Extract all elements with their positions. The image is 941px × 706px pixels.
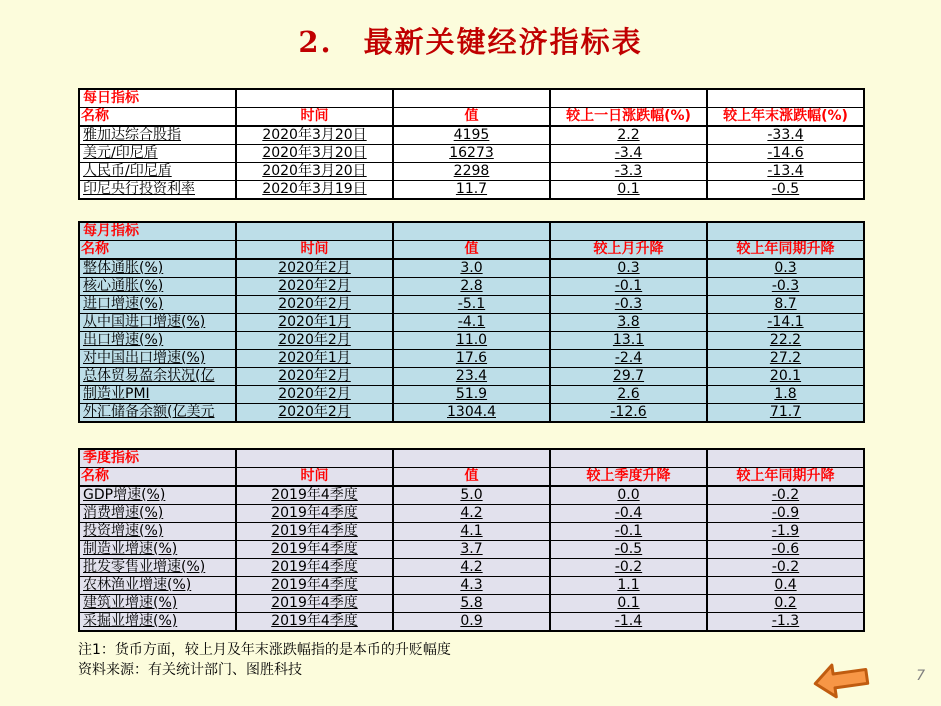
quarterly-data-cell: -0.2 [707,559,864,577]
daily-data-cell: 0.1 [550,181,707,200]
monthly-data-cell: -0.3 [707,278,864,296]
monthly-data-cell: 23.4 [393,368,550,386]
daily-data-cell: 16273 [393,145,550,163]
quarterly-data-cell: 农林渔业增速(%) [79,577,236,595]
back-arrow-button[interactable] [809,656,872,704]
monthly-data-row [79,386,864,404]
quarterly-data-row [79,541,864,559]
daily-section-title-row [79,89,864,108]
monthly-data-cell: -12.6 [550,404,707,423]
quarterly-data-row [79,595,864,613]
quarterly-data-cell: 0.4 [707,577,864,595]
daily-header-cell: 名称 [79,108,236,127]
daily-data-cell: -3.4 [550,145,707,163]
daily-data-row [79,126,864,145]
quarterly-data-cell: 4.2 [393,559,550,577]
quarterly-data-cell: -0.1 [550,523,707,541]
monthly-data-row [79,278,864,296]
daily-header-cell: 较上年末涨跌幅(%) [707,108,864,127]
quarterly-header-cell: 较上年同期升降 [707,468,864,487]
quarterly-section-title-cell [393,449,550,468]
daily-header-cell: 较上一日涨跌幅(%) [550,108,707,127]
monthly-header-cell: 值 [393,241,550,260]
quarterly-data-cell: 消费增速(%) [79,505,236,523]
quarterly-data-cell: 2019年4季度 [236,613,393,632]
monthly-data-cell: 制造业PMI [79,386,236,404]
daily-indicators-table [78,88,865,200]
quarterly-data-cell: 投资增速(%) [79,523,236,541]
monthly-data-row [79,314,864,332]
quarterly-section-title-row [79,449,864,468]
quarterly-data-cell: 0.2 [707,595,864,613]
quarterly-data-cell: 0.9 [393,613,550,632]
quarterly-data-row [79,486,864,505]
quarterly-data-cell: -1.9 [707,523,864,541]
daily-section-title-cell [236,89,393,108]
monthly-data-cell: 20.1 [707,368,864,386]
daily-header-row [79,108,864,127]
monthly-data-row [79,259,864,278]
quarterly-data-cell: -1.4 [550,613,707,632]
monthly-data-cell: -14.1 [707,314,864,332]
slide-title: 2. 最新关键经济指标表 [298,25,643,59]
quarterly-data-cell: GDP增速(%) [79,486,236,505]
quarterly-data-cell: -0.2 [707,486,864,505]
monthly-data-cell: 出口增速(%) [79,332,236,350]
quarterly-indicators-table [78,448,865,632]
daily-data-row [79,145,864,163]
monthly-data-cell: 2020年2月 [236,368,393,386]
monthly-data-row [79,404,864,423]
quarterly-data-cell: 建筑业增速(%) [79,595,236,613]
monthly-data-cell: 17.6 [393,350,550,368]
monthly-header-cell: 较上年同期升降 [707,241,864,260]
monthly-header-cell: 名称 [79,241,236,260]
daily-data-row [79,163,864,181]
monthly-data-cell: 2020年2月 [236,296,393,314]
daily-data-cell: -33.4 [707,126,864,145]
monthly-data-cell: 71.7 [707,404,864,423]
daily-data-cell: 人民币/印尼盾 [79,163,236,181]
monthly-section-title-cell: 每月指标 [79,222,236,241]
source-note: 资料来源：有关统计部门、图胜科技 [78,662,302,678]
daily-data-cell: 2298 [393,163,550,181]
monthly-data-cell: 13.1 [550,332,707,350]
monthly-data-cell: 外汇储备余额(亿美元 [79,404,236,423]
left-arrow-icon [809,656,872,704]
quarterly-data-cell: -0.9 [707,505,864,523]
monthly-data-cell: 2020年2月 [236,259,393,278]
quarterly-data-cell: -0.6 [707,541,864,559]
daily-data-cell: -14.6 [707,145,864,163]
quarterly-data-cell: 3.7 [393,541,550,559]
quarterly-section-title-cell: 季度指标 [79,449,236,468]
monthly-indicators-table [78,221,865,423]
daily-data-cell: -3.3 [550,163,707,181]
monthly-data-cell: 8.7 [707,296,864,314]
monthly-data-row [79,296,864,314]
daily-data-cell: 雅加达综合股指 [79,126,236,145]
quarterly-data-cell: 制造业增速(%) [79,541,236,559]
quarterly-data-row [79,613,864,632]
quarterly-data-cell: -1.3 [707,613,864,632]
quarterly-data-row [79,559,864,577]
quarterly-data-cell: -0.2 [550,559,707,577]
monthly-data-cell: 0.3 [550,259,707,278]
monthly-section-title-cell [707,222,864,241]
quarterly-header-cell: 值 [393,468,550,487]
monthly-data-cell: 对中国出口增速(%) [79,350,236,368]
daily-data-cell: 4195 [393,126,550,145]
quarterly-data-cell: -0.4 [550,505,707,523]
monthly-data-cell: 2020年2月 [236,404,393,423]
monthly-data-cell: 11.0 [393,332,550,350]
monthly-data-row [79,350,864,368]
quarterly-data-cell: 2019年4季度 [236,595,393,613]
quarterly-section-title-cell [550,449,707,468]
monthly-header-cell: 时间 [236,241,393,260]
monthly-section-title-cell [236,222,393,241]
monthly-data-cell: -2.4 [550,350,707,368]
monthly-data-cell: 从中国进口增速(%) [79,314,236,332]
footnote-1: 注1：货币方面，较上月及年末涨跌幅指的是本币的升贬幅度 [78,642,451,658]
monthly-data-row [79,332,864,350]
quarterly-header-cell: 名称 [79,468,236,487]
quarterly-data-cell: 0.1 [550,595,707,613]
daily-data-row [79,181,864,200]
monthly-data-cell: 22.2 [707,332,864,350]
monthly-data-cell: 3.0 [393,259,550,278]
monthly-data-cell: 整体通胀(%) [79,259,236,278]
monthly-header-cell: 较上月升降 [550,241,707,260]
monthly-data-cell: 2020年2月 [236,386,393,404]
quarterly-data-row [79,523,864,541]
daily-section-title-cell [550,89,707,108]
monthly-data-cell: 29.7 [550,368,707,386]
daily-data-cell: 印尼央行投资利率 [79,181,236,200]
monthly-section-title-row [79,222,864,241]
quarterly-data-cell: 4.3 [393,577,550,595]
daily-data-cell: -0.5 [707,181,864,200]
monthly-data-cell: 2020年2月 [236,332,393,350]
quarterly-data-cell: 5.0 [393,486,550,505]
quarterly-header-cell: 时间 [236,468,393,487]
monthly-data-cell: 2020年1月 [236,350,393,368]
quarterly-data-cell: 采掘业增速(%) [79,613,236,632]
daily-header-cell: 值 [393,108,550,127]
quarterly-section-title-cell [707,449,864,468]
quarterly-data-cell: 批发零售业增速(%) [79,559,236,577]
quarterly-data-row [79,577,864,595]
monthly-data-cell: 2.6 [550,386,707,404]
monthly-data-cell: 27.2 [707,350,864,368]
quarterly-data-cell: 2019年4季度 [236,505,393,523]
daily-section-title-cell: 每日指标 [79,89,236,108]
monthly-data-cell: 1304.4 [393,404,550,423]
monthly-data-cell: -4.1 [393,314,550,332]
monthly-data-cell: -5.1 [393,296,550,314]
daily-data-cell: 美元/印尼盾 [79,145,236,163]
monthly-data-cell: 2020年1月 [236,314,393,332]
daily-data-cell: 2020年3月20日 [236,145,393,163]
quarterly-data-cell: 5.8 [393,595,550,613]
monthly-data-cell: 0.3 [707,259,864,278]
monthly-data-cell: 1.8 [707,386,864,404]
daily-data-cell: 2020年3月20日 [236,126,393,145]
daily-data-cell: 2.2 [550,126,707,145]
quarterly-header-cell: 较上季度升降 [550,468,707,487]
daily-data-cell: 11.7 [393,181,550,200]
monthly-data-cell: 2020年2月 [236,278,393,296]
monthly-data-cell: -0.1 [550,278,707,296]
daily-data-cell: 2020年3月20日 [236,163,393,181]
quarterly-data-cell: 2019年4季度 [236,577,393,595]
daily-section-title-cell [707,89,864,108]
monthly-data-cell: 进口增速(%) [79,296,236,314]
quarterly-data-row [79,505,864,523]
monthly-data-cell: 总体贸易盈余状况(亿 [79,368,236,386]
quarterly-data-cell: 1.1 [550,577,707,595]
daily-data-cell: -13.4 [707,163,864,181]
quarterly-data-cell: 0.0 [550,486,707,505]
quarterly-header-row [79,468,864,487]
monthly-section-title-cell [393,222,550,241]
daily-data-cell: 2020年3月19日 [236,181,393,200]
monthly-data-cell: 2.8 [393,278,550,296]
monthly-data-cell: 核心通胀(%) [79,278,236,296]
monthly-data-cell: 51.9 [393,386,550,404]
monthly-section-title-cell [550,222,707,241]
quarterly-data-cell: -0.5 [550,541,707,559]
daily-section-title-cell [393,89,550,108]
daily-header-cell: 时间 [236,108,393,127]
quarterly-data-cell: 2019年4季度 [236,559,393,577]
quarterly-data-cell: 4.1 [393,523,550,541]
monthly-data-cell: -0.3 [550,296,707,314]
quarterly-data-cell: 2019年4季度 [236,523,393,541]
monthly-data-row [79,368,864,386]
monthly-header-row [79,241,864,260]
page-number: 7 [916,668,925,684]
quarterly-section-title-cell [236,449,393,468]
monthly-data-cell: 3.8 [550,314,707,332]
quarterly-data-cell: 2019年4季度 [236,486,393,505]
quarterly-data-cell: 2019年4季度 [236,541,393,559]
quarterly-data-cell: 4.2 [393,505,550,523]
